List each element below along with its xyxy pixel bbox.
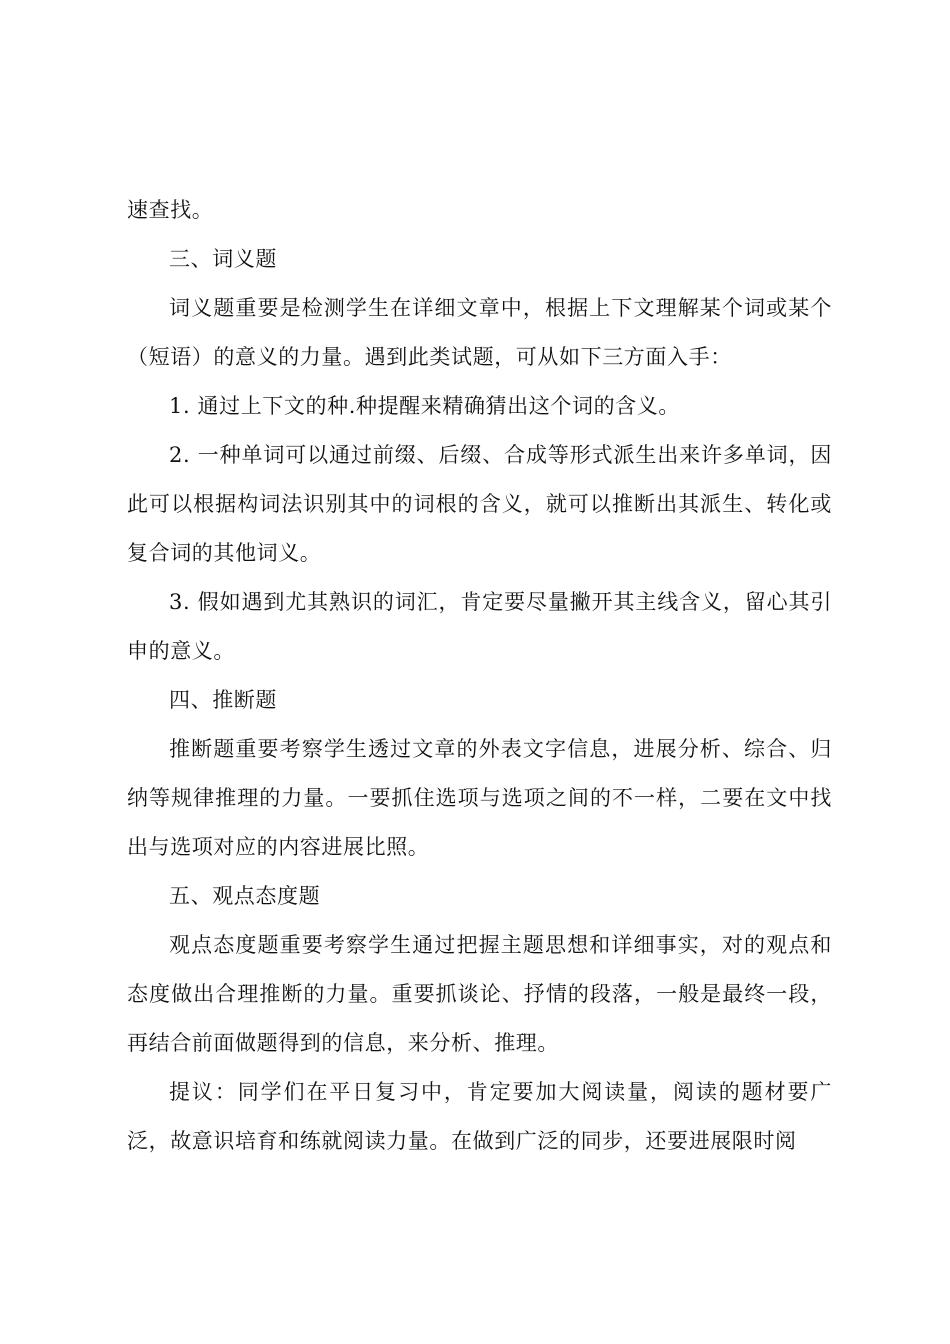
paragraph-suggestion: 提议：同学们在平日复习中，肯定要加大阅读量，阅读的题材要广泛，故意识培育和练就阅读力量。在做到广泛的同步，还要进展限时阅 (127, 1080, 832, 1153)
paragraph-continuation: 速查找。 (127, 198, 214, 222)
document-body (127, 186, 832, 1166)
paragraph-word-meaning-intro: 词义题重要是检测学生在详细文章中，根据上下文理解某个词或某个（短语）的意义的力量。遇到此类试题，可从如下三方面入手： (127, 296, 832, 369)
section-heading-attitude: 五、观点态度题 (169, 884, 321, 908)
list-item-1: 1. 通过上下文的种.种提醒来精确猜出这个词的含义。 (169, 394, 680, 418)
paragraph-attitude: 观点态度题重要考察学生通过把握主题思想和详细事实，对的观点和态度做出合理推断的力量。重要抓谈论、抒情的段落，一般是最终一段，再结合前面做题得到的信息，来分析、推理。 (127, 933, 832, 1055)
paragraph-inference: 推断题重要考察学生透过文章的外表文字信息，进展分析、综合、归纳等规律推理的力量。一要抓住选项与选项之间的不一样，二要在文中找出与选项对应的内容进展比照。 (127, 737, 832, 859)
section-heading-inference: 四、推断题 (169, 688, 277, 712)
list-item-3: 3. 假如遇到尤其熟识的词汇，肯定要尽量撇开其主线含义，留心其引申的意义。 (127, 590, 832, 663)
section-heading-word-meaning: 三、词义题 (169, 247, 277, 271)
list-item-2: 2. 一种单词可以通过前缀、后缀、合成等形式派生出来许多单词，因此可以根据构词法识别其中的词根的含义，就可以推断出其派生、转化或复合词的其他词义。 (127, 443, 832, 565)
